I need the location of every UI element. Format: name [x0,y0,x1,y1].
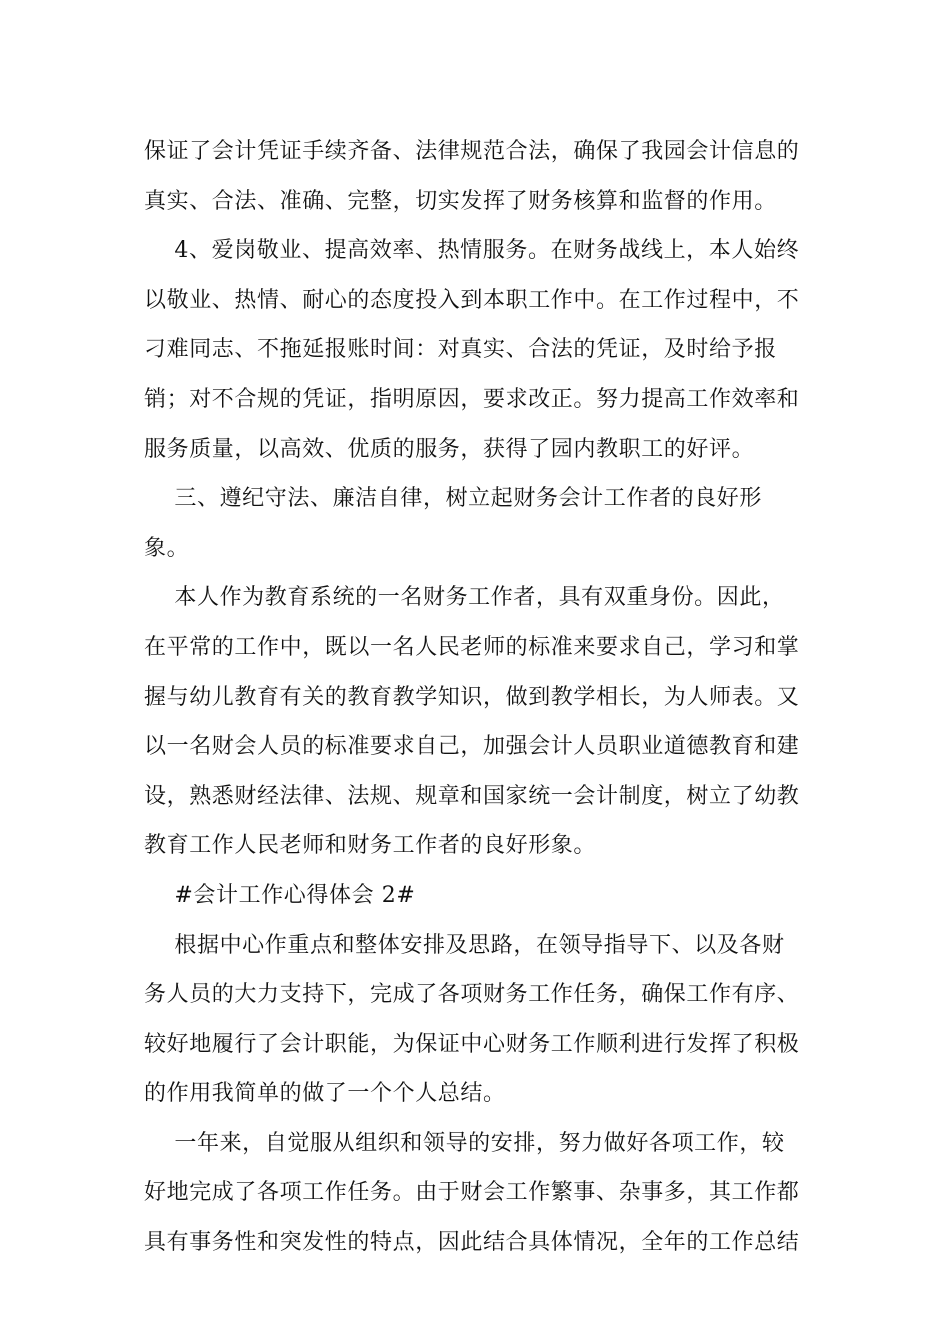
paragraph-dedication-efficiency: 4、爱岗敬业、提高效率、热情服务。在财务战线上，本人始终以敬业、热情、耐心的态度投入到本职工作中。在工作过程中，不刁难同志、不拖延报账时间：对真实、合法的凭证，及时给予报销；对不合规的凭证，指明原因，要求改正。努力提高工作效率和服务质量，以高效、优质的服务，获得了园内教职工的好评。 [144,238,800,462]
section-heading-experience-2: #会计工作心得体会 2# [144,882,416,908]
paragraph-dual-identity: 本人作为教育系统的一名财务工作者，具有双重身份。因此，在平常的工作中，既以一名人民老师的标准来要求自己，学习和掌握与幼儿教育有关的教育教学知识，做到教学相长，为人师表。又以一名财会人员的标准要求自己，加强会计人员职业道德教育和建设，熟悉财经法律、法规、规章和国家统一会计制度，树立了幼教教育工作人民老师和财务工作者的良好形象。 [144,585,800,859]
document-body [144,127,806,1268]
paragraph-year-summary: 一年来，自觉服从组织和领导的安排，努力做好各项工作，较好地完成了各项工作任务。由于财会工作繁事、杂事多，其工作都具有事务性和突发性的特点，因此结合具体情况，全年的工作总结 [144,1130,800,1256]
paragraph-accounting-vouchers: 保证了会计凭证手续齐备、法律规范合法，确保了我园会计信息的真实、合法、准确、完整，切实发挥了财务核算和监督的作用。 [144,139,800,214]
paragraph-section-three-heading: 三、遵纪守法、廉洁自律，树立起财务会计工作者的良好形象。 [144,486,762,561]
paragraph-center-work: 根据中心作重点和整体安排及思路，在领导指导下、以及各财务人员的大力支持下，完成了各项财务工作任务，确保工作有序、较好地履行了会计职能，为保证中心财务工作顺利进行发挥了积极的作用我简单的做了一个个人总结。 [144,932,800,1107]
